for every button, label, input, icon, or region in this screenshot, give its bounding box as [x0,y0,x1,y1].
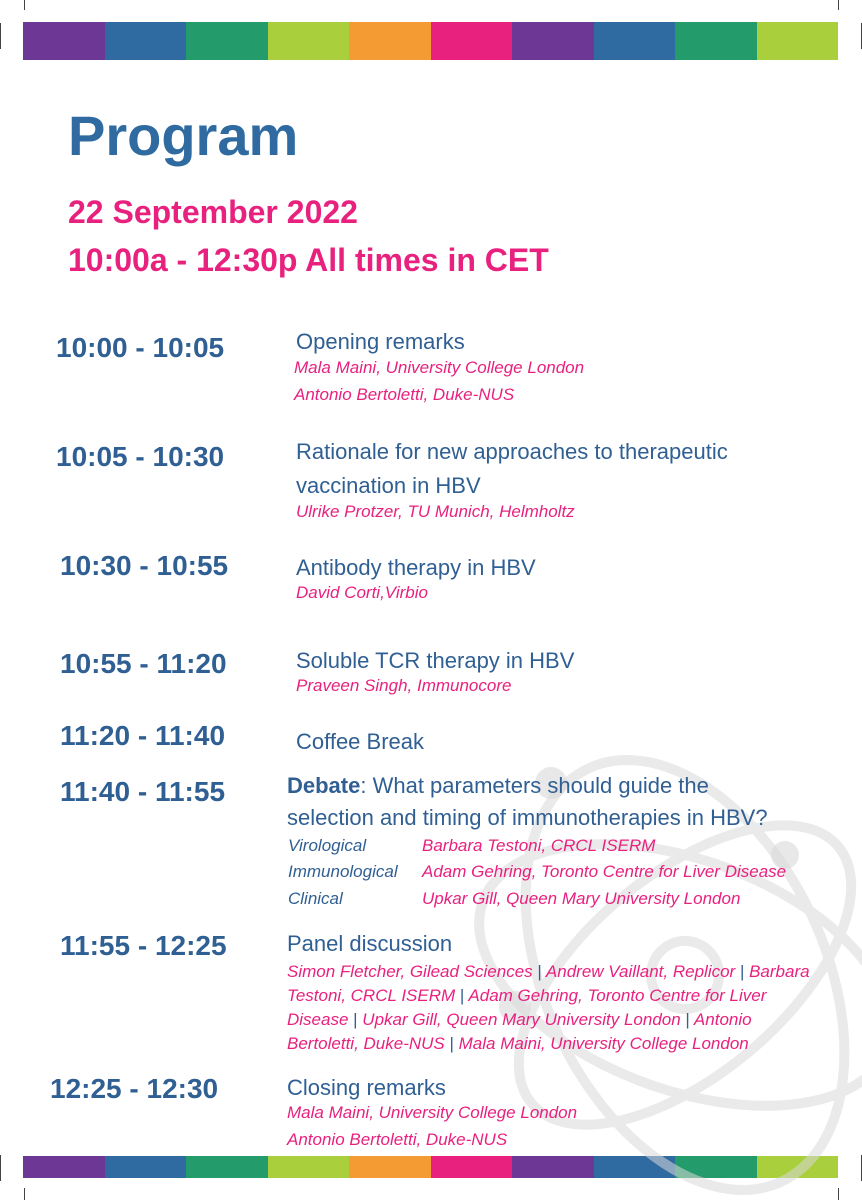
session-title: Panel discussion [287,931,453,956]
crop-mark-top-left-v [24,0,25,10]
crop-mark-top-right-v [838,0,839,10]
debate-title [287,770,709,802]
session-speaker: Mala Maini, University College London [294,358,585,377]
event-time-range: 10:00a - 12:30p All times in CET [68,242,549,278]
separator: | [537,962,542,981]
band-segment [186,22,268,60]
panel-role-label: Virological [288,836,367,855]
band-segment [186,1156,268,1178]
session-speaker: Praveen Singh, Immunocore [296,676,512,695]
speaker-fragment: Barbara [744,962,810,981]
band-segment [349,22,431,60]
session-title-line: Rationale for new approaches to therapeutic [296,439,728,464]
page-title: Program [68,104,299,167]
panel-speaker: Barbara Testoni, CRCL ISERM [422,836,656,855]
session-title: Opening remarks [296,329,465,354]
band-segment [23,22,105,60]
band-segment [349,1156,431,1178]
session-speaker: Antonio Bertoletti, Duke-NUS [287,1130,508,1149]
band-segment [105,1156,187,1178]
session-time: 10:00 - 10:05 [56,332,225,363]
session-title: Closing remarks [287,1075,446,1100]
speaker-fragment: Upkar Gill, Queen Mary University London [357,1010,686,1029]
session-title: Coffee Break [296,729,425,754]
event-date: 22 September 2022 [68,194,358,230]
crop-mark-top-left [0,23,1,49]
speaker-fragment: Andrew Vaillant, Replicor [541,962,740,981]
band-segment [512,22,594,60]
speaker-fragment: Adam Gehring, Toronto Centre for Liver [464,986,767,1005]
speaker-fragment: Disease [287,1010,354,1029]
session-time: 12:25 - 12:30 [50,1073,219,1104]
debate-question-line2: selection and timing of immunotherapies in HBV? [287,805,768,830]
session-title-line: vaccination in HBV [296,473,481,498]
debate-question: : What parameters should guide the [360,773,709,798]
session-time: 10:55 - 11:20 [60,648,227,679]
band-segment [268,22,350,60]
session-time: 11:55 - 12:25 [60,930,227,961]
crop-mark-bottom-left [0,1155,1,1181]
speaker-fragment: Simon Fletcher, Gilead Sciences [287,962,538,981]
debate-label: Debate [287,773,361,798]
separator: | [459,986,465,1005]
band-segment [431,22,513,60]
panel-speakers-line [287,982,766,1009]
band-segment [757,22,839,60]
crop-mark-bottom-left-v [24,1188,25,1200]
separator: | [739,962,745,981]
speaker-fragment: Bertoletti, Duke-NUS [287,1034,450,1053]
session-time: 10:05 - 10:30 [56,441,225,472]
panel-speakers-line [287,958,810,985]
session-speaker: David Corti,Virbio [296,583,428,602]
session-time: 11:40 - 11:55 [60,776,226,807]
panel-role-label: Clinical [288,889,343,908]
session-speaker: Mala Maini, University College London [287,1103,578,1122]
band-segment [23,1156,105,1178]
panel-speaker: Upkar Gill, Queen Mary University London [422,889,741,908]
panel-role-label: Immunological [288,862,398,881]
band-segment [675,22,757,60]
panel-speakers-line [287,1030,749,1057]
band-segment [268,1156,350,1178]
session-title: Antibody therapy in HBV [296,555,536,580]
speaker-fragment: Testoni, CRCL ISERM [287,986,460,1005]
session-title: Soluble TCR therapy in HBV [296,648,575,673]
separator: | [449,1034,454,1053]
band-segment [594,22,676,60]
band-segment [105,22,187,60]
speaker-fragment: Mala Maini, University College London [453,1034,749,1053]
panel-speaker: Adam Gehring, Toronto Centre for Liver Disease [422,862,787,881]
separator: | [353,1010,358,1029]
color-band-top [23,22,838,60]
separator: | [685,1010,690,1029]
session-speaker: Antonio Bertoletti, Duke-NUS [294,385,515,404]
panel-speakers-line [287,1006,752,1033]
session-speaker: Ulrike Protzer, TU Munich, Helmholtz [296,502,575,521]
session-time: 10:30 - 10:55 [60,550,229,581]
speaker-fragment: Antonio [689,1010,752,1029]
session-time: 11:20 - 11:40 [60,720,226,751]
